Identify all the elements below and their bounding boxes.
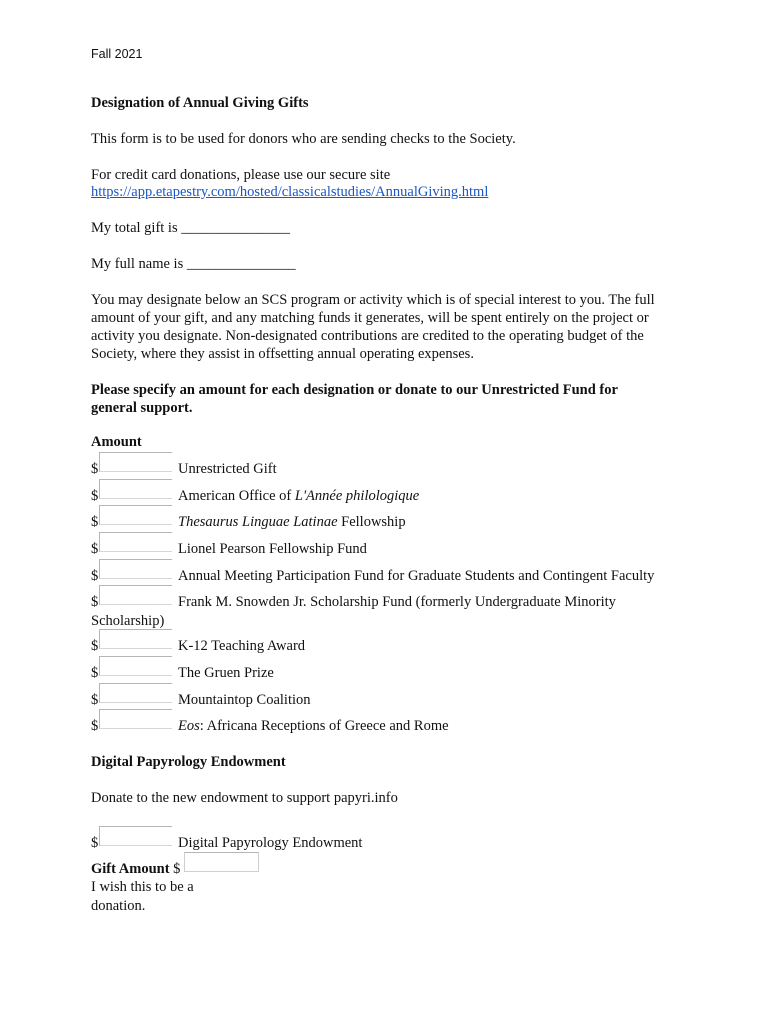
full-name-blank[interactable]: _______________ [186,256,296,272]
gift-amount-input[interactable] [184,852,259,872]
fund-label [178,718,449,735]
papyrology-text: Donate to the new endowment to support papyri.info [91,790,398,806]
fund-label-text: Unrestricted Gift [178,461,277,477]
fund-amount-input[interactable] [99,656,172,676]
fund-label [178,594,616,611]
fund-amount-input[interactable] [99,532,172,552]
gift-amount-line [91,861,180,878]
fund-label-text: The Gruen Prize [178,665,274,681]
fund-label [178,514,406,531]
header-date: Fall 2021 [91,47,143,61]
fund-dollar-sign: $ [91,461,99,477]
fund-amount-input[interactable] [99,585,172,605]
fund-label [178,488,419,505]
fund-dollar-sign: $ [91,594,99,610]
fund-dollar-sign: $ [91,692,99,708]
designation-paragraph: You may designate below an SCS program or activity which is of special interest to you. The full amount of your gift, and any matching funds it generates, will be spent entirely on the project or activity you designate. Non-designated contributions are credited to the operating budget of the Society, where they assist in offsetting annual operating expenses. [91,292,655,362]
amount-heading: Amount [91,434,142,450]
instruction-text: Please specify an amount for each designation or donate to our Unrestricted Fund for general support. [91,382,618,416]
fund-amount-input[interactable] [99,479,172,499]
fund-label [178,692,311,709]
secure-site-link[interactable]: https://app.etapestry.com/hosted/classicalstudies/AnnualGiving.html [91,184,489,200]
fund-label [178,568,654,585]
fund-label-suffix: : Africana Receptions of Greece and Rome [199,718,449,734]
fund-label-italic: Thesaurus Linguae Latinae [178,514,338,530]
fund-amount-input[interactable] [99,559,172,579]
papyrology-amount-input[interactable] [99,826,172,846]
fund-label [178,541,367,558]
full-name-line [91,256,296,273]
fund-amount-input[interactable] [99,709,172,729]
fund-dollar-sign: $ [91,514,99,530]
credit-card-text: For credit card donations, please use our secure site [91,167,391,183]
fund-amount-input[interactable] [99,683,172,703]
fund-label-text: K-12 Teaching Award [178,638,306,654]
wish-line-2: donation. [91,898,146,914]
fund-amount-input[interactable] [99,505,172,525]
page-title: Designation of Annual Giving Gifts [91,95,309,111]
full-name-label: My full name is [91,256,184,272]
fund-label-italic: Eos [178,718,200,734]
papyrology-fund-label: Digital Papyrology Endowment [178,835,363,851]
gift-amount-dollar: $ [173,861,181,877]
fund-label-suffix: Fellowship [337,514,406,530]
gift-amount-label: Gift Amount [91,861,170,877]
fund-label-text: Frank M. Snowden Jr. Scholarship Fund (formerly Undergraduate Minority [178,594,616,610]
papyrology-dollar: $ [91,835,99,851]
fund-label [178,461,277,478]
fund-label-italic: L'Année philologique [294,488,420,504]
fund-label-text: Lionel Pearson Fellowship Fund [178,541,367,557]
intro-text: This form is to be used for donors who are sending checks to the Society. [91,131,516,147]
fund-amount-input[interactable] [99,452,172,472]
fund-label-text: Annual Meeting Participation Fund for Graduate Students and Contingent Faculty [178,568,655,584]
fund-dollar-sign: $ [91,638,99,654]
snowden-continuation: Scholarship) [91,613,165,629]
fund-label-text: American Office of [178,488,295,504]
total-gift-blank[interactable]: _______________ [181,220,290,236]
fund-dollar-sign: $ [91,568,99,584]
total-gift-line [91,220,290,237]
fund-dollar-sign: $ [91,665,99,681]
fund-dollar-sign: $ [91,541,99,557]
fund-label-text: Mountaintop Coalition [178,692,311,708]
fund-label [178,638,305,655]
total-gift-label: My total gift is [91,220,178,236]
wish-line-1: I wish this to be a [91,879,194,895]
fund-label [178,665,274,682]
fund-dollar-sign: $ [91,718,99,734]
fund-dollar-sign: $ [91,488,99,504]
fund-amount-input[interactable] [99,629,172,649]
papyrology-heading: Digital Papyrology Endowment [91,754,286,770]
